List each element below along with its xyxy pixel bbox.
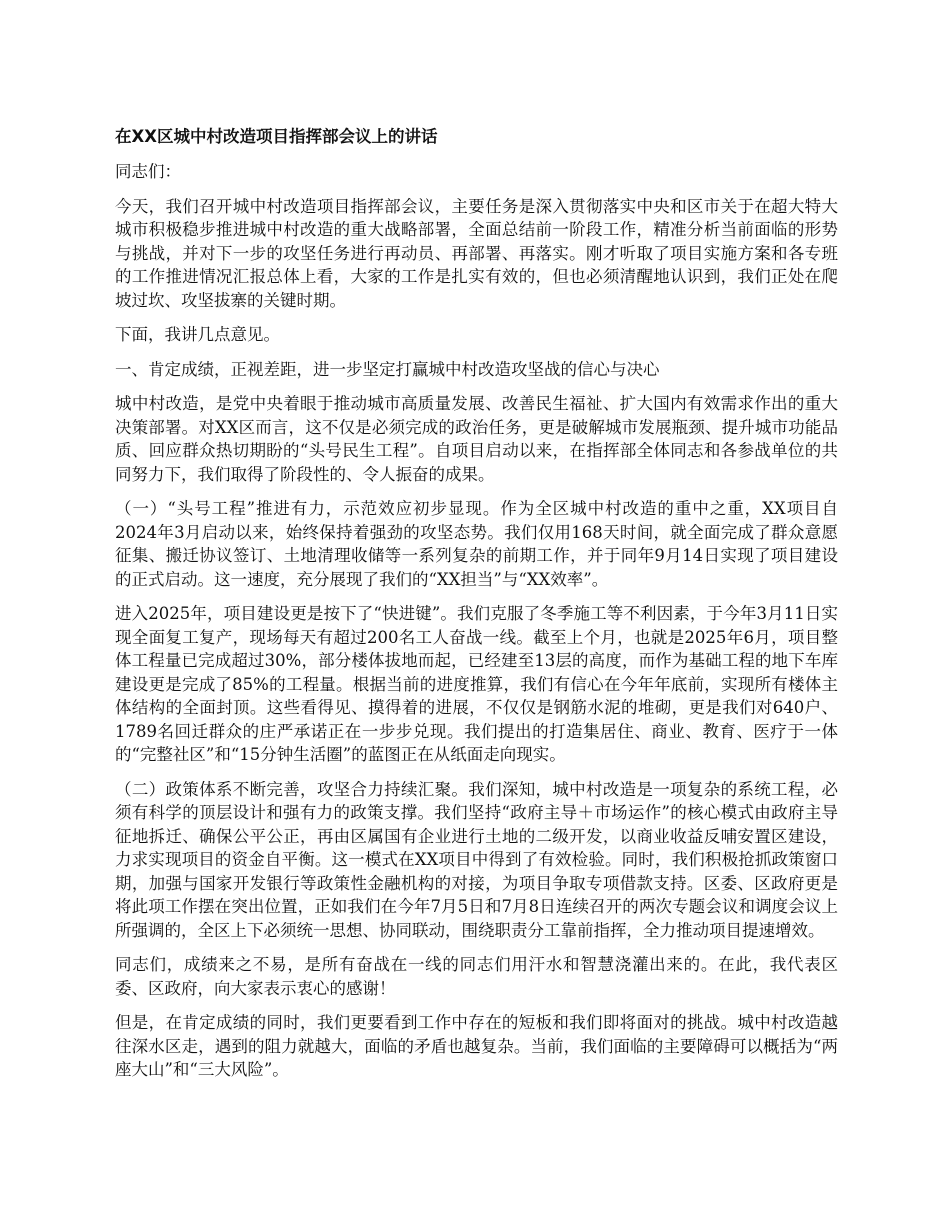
- paragraph-subsection-1: （一）“头号工程”推进有力，示范效应初步显现。作为全区城中村改造的重中之重，XX项目自2024年3月启动以来，始终保持着强劲的攻坚态势。我们仅用168天时间，就全面完成了群众意愿征集、搬迁协议签订、土地清理收储等一系列复杂的前期工作，并于同年9月14日实现了项目建设的正式启动。这一速度，充分展现了我们的“XX担当”与“XX效率”。: [115, 499, 838, 589]
- paragraph-progress-2025: 进入2025年，项目建设更是按下了“快进键”。我们克服了冬季施工等不利因素，于今年3月11日实现全面复工复产，现场每天有超过200名工人奋战一线。截至上个月，也就是2025年6月，项目整体工程量已完成超过30%，部分楼体拔地而起，已经建至13层的高度，而作为基础工程的地下车库建设更是完成了85%的工程量。根据当前的进度推算，我们有信心在今年年底前，实现所有楼体主体结构的全面封顶。这些看得见、摸得着的进展，不仅仅是钢筋水泥的堆砌，更是我们对640户、1789名回迁群众的庄严承诺正在一步步兑现。我们提出的打造集居住、商业、教育、医疗于一体的“完整社区”和“15分钟生活圈”的蓝图正在从纸面走向现实。: [115, 604, 838, 764]
- paragraph-thanks: 同志们，成绩来之不易，是所有奋战在一线的同志们用汗水和智慧浇灌出来的。在此，我代表区委、区政府，向大家表示衷心的感谢！: [115, 955, 838, 998]
- paragraph-challenges: 但是，在肯定成绩的同时，我们更要看到工作中存在的短板和我们即将面对的挑战。城中村改造越往深水区走，遇到的阻力就越大，面临的矛盾也越复杂。当前，我们面临的主要障碍可以概括为“两座大山”和“三大风险”。: [115, 1013, 838, 1079]
- paragraph-intro-points: 下面，我讲几点意见。: [115, 325, 280, 344]
- salutation: 同志们：: [115, 162, 181, 181]
- section-heading-1: 一、肯定成绩，正视差距，进一步坚定打赢城中村改造攻坚战的信心与决心: [115, 359, 660, 379]
- paragraph-background: 城中村改造，是党中央着眼于推动城市高质量发展、改善民生福祉、扩大国内有效需求作出的重大决策部署。对XX区而言，这不仅是必须完成的政治任务，更是破解城市发展瓶颈、提升城市功能品质、回应群众热切期盼的“头号民生工程”。自项目启动以来，在指挥部全体同志和各参战单位的共同努力下，我们取得了阶段性的、令人振奋的成果。: [115, 394, 838, 484]
- paragraph-opening: 今天，我们召开城中村改造项目指挥部会议，主要任务是深入贯彻落实中央和区市关于在超大特大城市积极稳步推进城中村改造的重大战略部署，全面总结前一阶段工作，精准分析当前面临的形势与挑战，并对下一步的攻坚任务进行再动员、再部署、再落实。刚才听取了项目实施方案和各专班的工作推进情况汇报总体上看，大家的工作是扎实有效的，但也必须清醒地认识到，我们正处在爬坡过坎、攻坚拔寨的关键时期。: [115, 196, 838, 310]
- document-title: 在XX区城中村改造项目指挥部会议上的讲话: [115, 127, 438, 146]
- paragraph-subsection-2: （二）政策体系不断完善，攻坚合力持续汇聚。我们深知，城中村改造是一项复杂的系统工程，必须有科学的顶层设计和强有力的政策支撑。我们坚持“政府主导＋市场运作”的核心模式由政府主导征地拆迁、确保公平公正，再由区属国有企业进行土地的二级开发，以商业收益反哺安置区建设，力求实现项目的资金自平衡。这一模式在XX项目中得到了有效检验。同时，我们积极抢抓政策窗口期，加强与国家开发银行等政策性金融机构的对接，为项目争取专项借款支持。区委、区政府更是将此项工作摆在突出位置，正如我们在今年7月5日和7月8日连续召开的两次专题会议和调度会议上所强调的，全区上下必须统一思想、协同联动，围绕职责分工靠前指挥，全力推动项目提速增效。: [115, 779, 838, 940]
